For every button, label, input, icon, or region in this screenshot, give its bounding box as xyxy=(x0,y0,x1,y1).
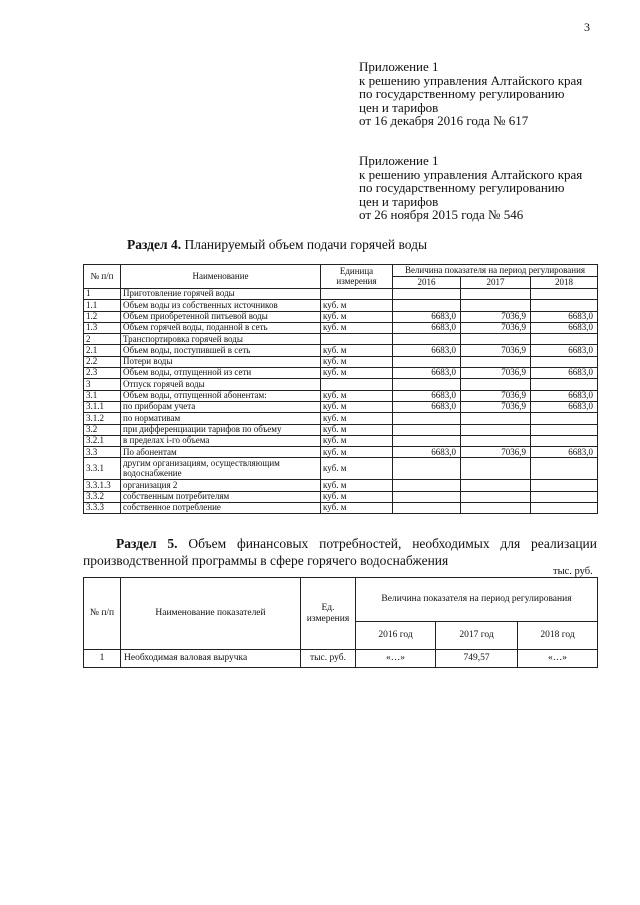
col-header-name: Наименование показателей xyxy=(121,578,301,650)
row-value xyxy=(461,300,531,311)
row-unit: куб. м xyxy=(321,300,393,311)
row-number: 3.2.1 xyxy=(84,435,121,446)
row-value xyxy=(461,503,531,514)
row-number: 1.3 xyxy=(84,322,121,333)
row-number: 2.3 xyxy=(84,368,121,379)
appendix-previous xyxy=(359,154,582,222)
row-name: Объем воды из собственных источников xyxy=(121,300,321,311)
row-number: 1 xyxy=(84,650,121,668)
row-value xyxy=(531,503,598,514)
table-row xyxy=(84,401,598,412)
row-unit: куб. м xyxy=(321,435,393,446)
row-unit: куб. м xyxy=(321,368,393,379)
row-name: Объем воды, поступившей в сеть xyxy=(121,345,321,356)
row-unit xyxy=(321,289,393,300)
table-row xyxy=(84,379,598,390)
row-number: 3.3.1.3 xyxy=(84,480,121,491)
row-name: другим организациям, осуществляющим водоснабжение xyxy=(121,458,321,480)
row-unit: куб. м xyxy=(321,480,393,491)
row-value: 7036,9 xyxy=(461,322,531,333)
row-name: Приготовление горячей воды xyxy=(121,289,321,300)
appendix-line: от 26 ноября 2015 года № 546 xyxy=(359,207,524,222)
row-value xyxy=(531,334,598,345)
row-unit xyxy=(321,379,393,390)
col-header-year: 2018 xyxy=(531,277,598,289)
row-value: 6683,0 xyxy=(531,401,598,412)
row-unit: куб. м xyxy=(321,401,393,412)
row-value: 7036,9 xyxy=(461,345,531,356)
row-value: 6683,0 xyxy=(393,322,461,333)
row-number: 1 xyxy=(84,289,121,300)
row-name: организация 2 xyxy=(121,480,321,491)
row-unit: куб. м xyxy=(321,390,393,401)
appendix-line: цен и тарифов xyxy=(359,99,439,115)
row-value xyxy=(393,435,461,446)
col-header-unit: Единица измерения xyxy=(321,265,393,289)
row-value xyxy=(393,334,461,345)
row-unit: куб. м xyxy=(321,311,393,322)
row-value xyxy=(461,379,531,390)
col-header-name: Наименование xyxy=(121,265,321,289)
row-value: «…» xyxy=(356,650,436,668)
row-unit: куб. м xyxy=(321,345,393,356)
row-name: собственным потребителям xyxy=(121,491,321,502)
section4-table xyxy=(83,264,598,514)
table-row xyxy=(84,345,598,356)
table-row xyxy=(84,300,598,311)
row-value xyxy=(461,491,531,502)
row-value xyxy=(461,435,531,446)
col-header-unit: Ед. измерения xyxy=(301,578,356,650)
row-value: «…» xyxy=(518,650,598,668)
row-value: 7036,9 xyxy=(461,368,531,379)
table-row xyxy=(84,447,598,458)
section4-label: Раздел 4. xyxy=(127,237,182,252)
row-name: собственное потребление xyxy=(121,503,321,514)
row-value xyxy=(461,289,531,300)
row-value: 7036,9 xyxy=(461,311,531,322)
row-number: 3 xyxy=(84,379,121,390)
appendix-line: цен и тарифов xyxy=(359,193,439,209)
row-value xyxy=(393,379,461,390)
row-unit: куб. м xyxy=(321,447,393,458)
row-number: 2 xyxy=(84,334,121,345)
row-value xyxy=(531,289,598,300)
row-name: по нормативам xyxy=(121,413,321,424)
appendix-current xyxy=(359,60,582,128)
row-value xyxy=(531,379,598,390)
row-value xyxy=(393,300,461,311)
col-header-year: 2017 год xyxy=(436,622,518,650)
section4-title: Планируемый объем подачи горячей воды xyxy=(184,237,428,252)
row-value: 6683,0 xyxy=(393,390,461,401)
col-header-year: 2017 xyxy=(461,277,531,289)
col-header-period: Величина показателя на период регулирования xyxy=(356,578,598,622)
row-number: 1.1 xyxy=(84,300,121,311)
row-number: 3.1 xyxy=(84,390,121,401)
row-unit: тыс. руб. xyxy=(301,650,356,668)
row-name: Необходимая валовая выручка xyxy=(121,650,301,668)
row-number: 3.1.1 xyxy=(84,401,121,412)
row-unit: куб. м xyxy=(321,458,393,480)
row-value xyxy=(461,458,531,480)
row-value xyxy=(531,458,598,480)
row-value: 6683,0 xyxy=(531,322,598,333)
units-note: тыс. руб. xyxy=(553,566,593,577)
table-row xyxy=(84,311,598,322)
row-value xyxy=(531,491,598,502)
row-name: Транспортировка горячей воды xyxy=(121,334,321,345)
table-row xyxy=(84,368,598,379)
row-name: при дифференциации тарифов по объему xyxy=(121,424,321,435)
row-value xyxy=(461,334,531,345)
row-number: 1.2 xyxy=(84,311,121,322)
row-value xyxy=(393,413,461,424)
row-unit: куб. м xyxy=(321,503,393,514)
row-number: 3.3.2 xyxy=(84,491,121,502)
row-number: 3.2 xyxy=(84,424,121,435)
section5-table xyxy=(83,577,598,668)
row-name: Объем воды, отпущенной из сети xyxy=(121,368,321,379)
row-unit: куб. м xyxy=(321,322,393,333)
col-header-num: № п/п xyxy=(84,578,121,650)
row-unit xyxy=(321,334,393,345)
row-value: 6683,0 xyxy=(531,447,598,458)
row-value: 6683,0 xyxy=(393,447,461,458)
row-value xyxy=(531,435,598,446)
appendix-line: к решению управления Алтайского края xyxy=(359,72,583,88)
appendix-line: Приложение 1 xyxy=(359,153,439,168)
row-name: Отпуск горячей воды xyxy=(121,379,321,390)
table-row xyxy=(84,334,598,345)
row-number: 2.1 xyxy=(84,345,121,356)
page-number: 3 xyxy=(584,20,590,34)
row-name: Потери воды xyxy=(121,356,321,367)
row-value xyxy=(393,491,461,502)
row-value: 6683,0 xyxy=(531,311,598,322)
row-unit: куб. м xyxy=(321,424,393,435)
row-number: 3.3.1 xyxy=(84,458,121,480)
table-row xyxy=(84,322,598,333)
row-value: 6683,0 xyxy=(393,311,461,322)
row-value: 6683,0 xyxy=(393,368,461,379)
row-value xyxy=(531,424,598,435)
table-row xyxy=(84,289,598,300)
section5-label: Раздел 5. xyxy=(116,536,178,551)
appendix-line: от 16 декабря 2016 года № 617 xyxy=(359,113,529,128)
table-row xyxy=(84,356,598,367)
col-header-year: 2016 год xyxy=(356,622,436,650)
row-value xyxy=(531,356,598,367)
row-number: 2.2 xyxy=(84,356,121,367)
row-name: Объем воды, отпущенной абонентам: xyxy=(121,390,321,401)
row-value xyxy=(393,289,461,300)
row-name: По абонентам xyxy=(121,447,321,458)
row-name: Объем приобретенной питьевой воды xyxy=(121,311,321,322)
row-value: 7036,9 xyxy=(461,447,531,458)
row-value xyxy=(393,424,461,435)
row-unit: куб. м xyxy=(321,356,393,367)
row-unit: куб. м xyxy=(321,491,393,502)
row-name: в пределах i-го объема xyxy=(121,435,321,446)
row-value xyxy=(461,480,531,491)
row-value: 6683,0 xyxy=(531,390,598,401)
row-number: 3.1.2 xyxy=(84,413,121,424)
row-value xyxy=(531,300,598,311)
row-value: 7036,9 xyxy=(461,390,531,401)
col-header-period: Величина показателя на период регулирования xyxy=(393,265,598,277)
table-row xyxy=(84,503,598,514)
row-value: 6683,0 xyxy=(531,345,598,356)
row-value xyxy=(393,503,461,514)
col-header-num: № п/п xyxy=(84,265,121,289)
table-row xyxy=(84,413,598,424)
row-value: 6683,0 xyxy=(393,345,461,356)
col-header-year: 2018 год xyxy=(518,622,598,650)
row-name: Объем горячей воды, поданной в сеть xyxy=(121,322,321,333)
row-value xyxy=(531,413,598,424)
section4-table-body xyxy=(84,289,598,514)
row-value xyxy=(461,413,531,424)
table-row xyxy=(84,435,598,446)
row-value xyxy=(461,424,531,435)
table-row xyxy=(84,458,598,480)
row-value xyxy=(393,458,461,480)
row-value: 7036,9 xyxy=(461,401,531,412)
appendix-line: к решению управления Алтайского края xyxy=(359,166,583,182)
row-name: по приборам учета xyxy=(121,401,321,412)
row-unit: куб. м xyxy=(321,413,393,424)
row-value: 6683,0 xyxy=(393,401,461,412)
row-number: 3.3 xyxy=(84,447,121,458)
row-number: 3.3.3 xyxy=(84,503,121,514)
table-row xyxy=(84,650,598,668)
row-value: 6683,0 xyxy=(531,368,598,379)
appendix-line: Приложение 1 xyxy=(359,59,439,74)
appendix-line: по государственному регулированию xyxy=(359,86,565,101)
table-row xyxy=(84,480,598,491)
table-row xyxy=(84,390,598,401)
section5-heading xyxy=(83,535,597,569)
row-value xyxy=(393,480,461,491)
section4-heading xyxy=(127,237,427,253)
table-row xyxy=(84,491,598,502)
section5-title: Объем финансовых потребностей, необходимых для реализации производственной программы в сфере горячего водоснабжения xyxy=(83,536,597,568)
row-value xyxy=(393,356,461,367)
row-value: 749,57 xyxy=(436,650,518,668)
appendix-line: по государственному регулированию xyxy=(359,180,565,195)
col-header-year: 2016 xyxy=(393,277,461,289)
table-row xyxy=(84,424,598,435)
row-value xyxy=(531,480,598,491)
row-value xyxy=(461,356,531,367)
